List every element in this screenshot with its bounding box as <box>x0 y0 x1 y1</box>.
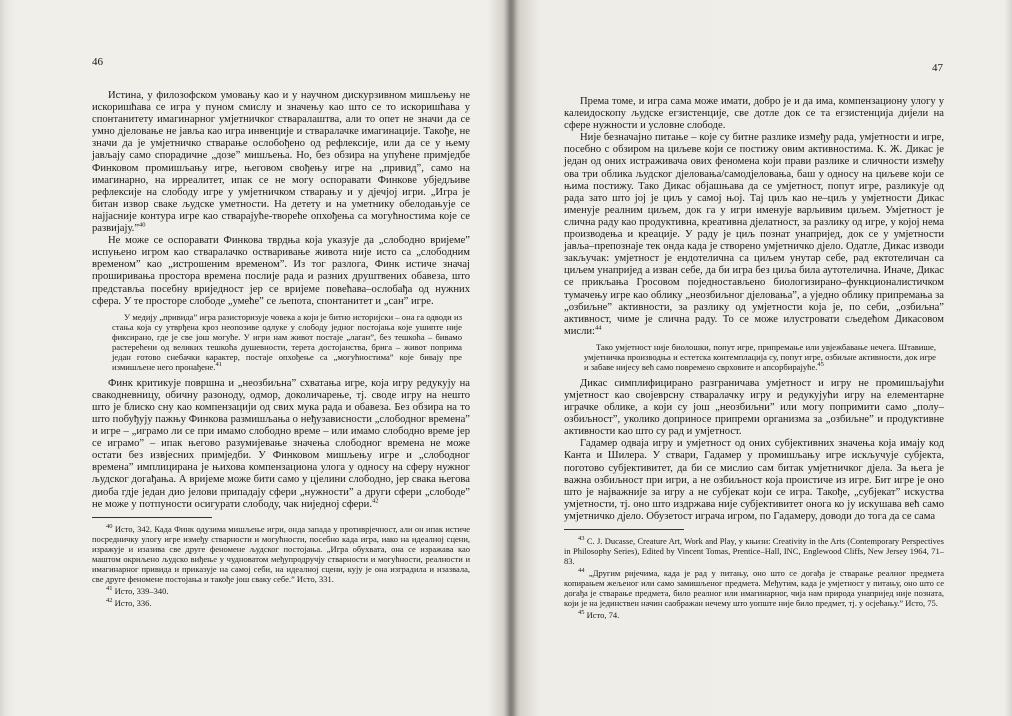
footnote-ref: 42 <box>372 497 379 505</box>
paragraph <box>564 132 944 338</box>
left-page-body <box>92 90 470 610</box>
footnote: $^{44}$ „Другим ријечима, када је рад у питању, оно што се догађа је стварање реалног предмета копирањем жељеног или само замишљеног предмета. Међутим, када је умјетност у питању, оно што се догађа је стварање предмета, било реалног или имагинарног, чија нам природа унапријед није позната, који је на јединствен начин саображан нечему што уопште није било предмет, тј. у осјећању.” Исто, 75. <box>564 567 944 608</box>
paragraph-text: Истина, у филозофском умовању као и у научном дискурзивном мишљењу не искоришћава се игра у пуном смислу и значењу као што се то искоришћава у спонтанитету имагинарног умјетничког стваралаштва, али то опет не значи да се умно дјеловање не јавља као игра инвенције и стваралачке имагинације. Такође, не значи да је умјетничко стварање ослобођено од рефлексије, или да се у њему јављају само спорадичне „дозе” мишљења. Но, без обзира на упућене примједбе Финковом промишљању игре, његовом свођењу игре на „привид”, само на имагинарно, на ирреалитет, ипак се не могу оспоравати Финкове убједљиве рефлексије на слободу игре у умјетничком стварању и у дјечјој игри. „Игра је битан извор сваке људске уметности. На детету и на уметнику обелодањује се најјасније контура игре као стварајуће-твореће опхођења са могућностима које се развијају.” <box>92 90 470 235</box>
page-number-right: 47 <box>932 62 943 74</box>
right-page-body <box>564 96 944 622</box>
footnotes <box>92 524 470 608</box>
footnote-ref: 41 <box>215 360 222 368</box>
paragraph <box>92 378 470 511</box>
page-number-left: 46 <box>92 56 103 68</box>
block-quote <box>564 342 944 372</box>
footnote: $^{42}$ Исто, 336. <box>106 596 152 608</box>
footnote: $^{45}$ Исто, 74. <box>578 609 620 620</box>
paragraph: Гадамер одваја игру и умјетност од оних субјективних значења која имају код Канта и Шилера. У ствари, Гадамер у промишљању игре искључује субјекта, поготово субјективитет, да би се мислио сам битак умјетничког дјела. За њега је важна озбиљност при игри, а не озбиљност која проистиче из игре. Бит игре је оно што је најважније за игру а не субјекат који се игра. Такође, „субјекат” искуства умјетности, тј. оно што издржава није субјективитет онога ко ју искушава већ само умјетничко дјело. Обузетост играча игром, по Гадамеру, доводи до тога да се сама <box>564 438 944 522</box>
paragraph: Дикас симплифицирано разграничава умјетност и игру не промишљајући умјетност као својеврсну стваралачку игру и редукујући игру на елементарне играчке облике, а који су још „неозбиљни” или могу попримити само „полу–озбиљност”, уколико доприносе припреми организма за „озбиљне” и продуктивне активности као што су рад и умјетност. <box>564 377 944 438</box>
paragraph: Не може се оспоравати Финкова тврдња која указује да „слободно вријеме” испуњено игром као стваралачко остваривање живота није исто са „слободним временом” као „истрошеним временом”. Из тог разлога, Финк истиче значај проширивања простора времена послије рада и разних друштвених обавеза, што представља посебну вриједност јер се вријеме повећава–ослобађа од нужних сфера. У те просторе слободе „умеће” се љепота, спонтанитет и „сан” игре. <box>92 235 470 307</box>
right-page <box>506 0 1012 716</box>
footnotes <box>564 536 944 620</box>
footnote-ref: 40 <box>139 221 146 229</box>
footnote: $^{40}$ Исто, 342. Када Финк одузима мишљење игри, онда запада у противрјечност, али он ипак истиче посредничку улогу игре између стварности и могућности, посебно када игра, иако на идеалној сцени, изражује и изазива све друге феномене људског постојања. „Игра обухвата, она се изражава као маштом окриљено људско виђење у чудноватом међупродручју стварности и могућности, реалности и имагинарног привида и приказује на самој себи, на идеалној сцени, кују је она изградила и изазвала, све друге феномене постојања и такође још сваку себе.” Исто, 331. <box>92 522 471 584</box>
paragraph: Према томе, и игра сама може имати, добро је и да има, компензациону улогу у калеидоскопу људске егзистенције, све дотле док се та егзистенција дијели на сфере нужности и условне слободе. <box>564 96 944 132</box>
footnote: $^{43}$ C. J. Ducasse, Creature Art, Work and Play, у књизи: Creativity in the Arts (Contemporary Perspectives in Philosophy Series), Edited by Vincent Tomas, Prentice–Hall, INC, Englewood Cliffs, New Jersey 1964, 71–83. <box>564 535 944 566</box>
footnote-rule <box>92 517 212 518</box>
footnote-ref: 45 <box>817 361 824 369</box>
quote-text: У медију „привида” игра разисторизује човека а који је битно историјски – она га одводи из стања која су утврђена кроз неопозиве одлуке у слободу једног постојања које ушипте није фиксирано, где је све још могуће. У игри нам живот постаје „лаган”, без тешкоћа – бивамо растерећени од великих тешкоћа душевности, терета достојанства, брига – живот поприма један готово снебачки карактер, постаје опхођење са „могућностима” које бивају пре измишљене него пронађене. <box>112 311 462 372</box>
block-quote <box>92 312 470 372</box>
paragraph-text: Није безначајно питање – које су битне разлике између рада, умјетности и игре, посебно с обзиром на циљеве који се постижу овим активностима. К. Ж. Дикас је један од оних истраживача ових феномена који прави разлике и сличности између ова три облика људског дјеловања/самодјеловања, баш у односу на циљеве који се њима постижу. Тако Дикас објашњава да се умјетност, попут игре, разликује од рада зато што јој је циљ у самој њој. Тај циљ као не–циљ у умјетности Дикас именује реалним циљем, док га у игри именује варљивим циљем. Умјетност је слична раду као продуктивна, креативна дјелатност, за разлику од игре, у којој нема производења и креације. У раду је циљ познат унапријед, док се у умјетности јавља–препознаје тек онда када је створено умјетничко дјело. Одатле, Дикас изводи закључак: умјетност је ендотелична са циљем унутар себе, рад ектотеличан са циљем унапријед а изван себе, да би игра без циља била аутотелична. Иначе, Дикас се прикљања Гросовом поједностављено биологизирано–функционалистичком тумачењу игре као облику „неозбиљног дјеловања”, а уједно облику припремања за „озбиљне” активности, за разлику од умјетности која је, по себи, „озбиљна” активност, чиме је слична раду. То се може илустровати сљедећом Дикасовом мисли: <box>564 132 944 337</box>
quote-text: Тако умјетност није биолошки, попут игре, припремање или увјежбавање нечега. Штавише, умјетничка производња и естетска контемплација су, попут игре, озбиљне активности, док игре и забаве нијесу већ само повремено сврховите и апсорбирајуће. <box>584 341 936 372</box>
footnote-rule <box>564 529 684 530</box>
footnote: $^{41}$ Исто, 339–340. <box>106 584 169 596</box>
paragraph <box>92 90 470 235</box>
paragraph-text: Финк критикује површна и „неозбиљна” схватања игре, која игру редукују на свакодневницу, обичну разоноду, одмор, доколичарење, тј. своде игру на нешто што је блиско сну као компензацији од свих мука рада и обавеза. Без обзира на то што побуђују пажњу Финкова размишљања о неђузависности „слободног времена” и игре – „играмо ли се при имамо слободно време – или имамо слободно време јер се играмо” – ипак његово разумијевање значења слободног времена не може остати без извјесних примједби. У Финковом мишљењу игре и „слободног времена” имплицирана је њихова компензациона улога у односу на сферу нужног људског догађања. А вријеме може бити само у цјелини слободно, јер свака његова диоба гдје један дио јелови припадају сфери „нужности” а други сфери „слободе” не може у потпуности осигурати слободу, чак ниједној сфери. <box>92 377 470 510</box>
footnote-ref: 44 <box>594 324 602 332</box>
